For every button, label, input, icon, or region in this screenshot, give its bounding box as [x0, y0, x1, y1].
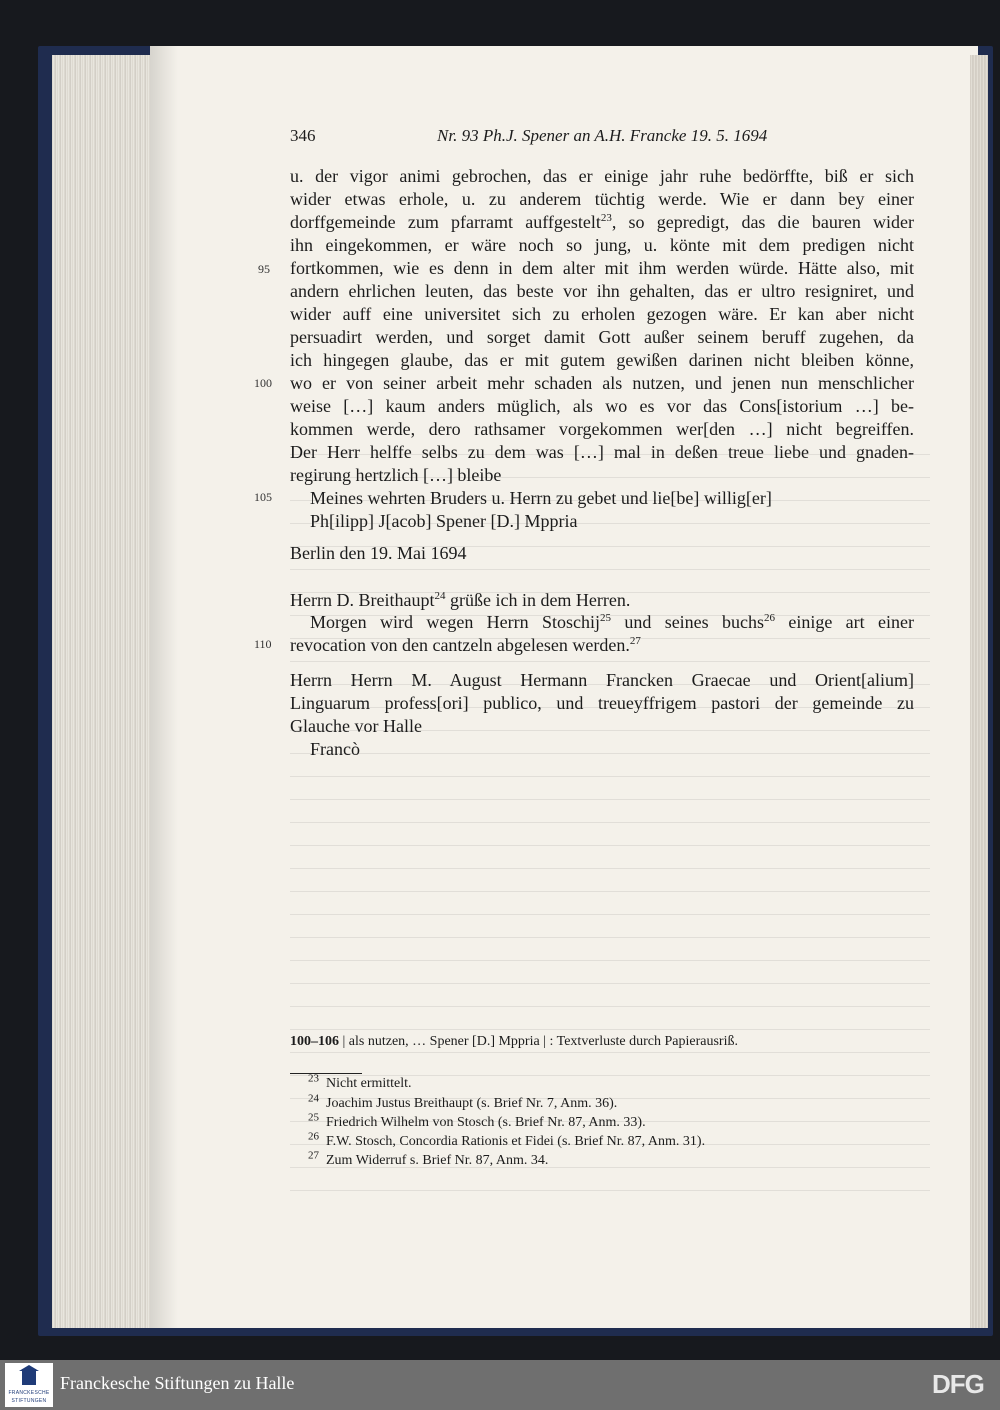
page-number: 346	[290, 126, 316, 145]
viewer-footer	[0, 1360, 1000, 1410]
body-line: Der Herr helffe selbs zu dem was […] mal in deßen treue liebe und gnaden-	[290, 442, 914, 462]
footnote-marker-25: 25	[600, 612, 611, 624]
body-line: wider auff eine universitet sich zu erholen gezogen wäre. Er kan aber nicht	[290, 304, 914, 324]
footnote-marker-24: 24	[434, 590, 446, 602]
franckesche-stiftungen-logo[interactable]	[5, 1363, 53, 1407]
address-line-4: Francò	[310, 739, 360, 759]
logo-text-line2: STIFTUNGEN	[11, 1398, 47, 1404]
footnote-marker-27: 27	[629, 635, 641, 647]
critical-apparatus	[290, 1034, 738, 1050]
line-number-95: 95	[258, 262, 270, 276]
body-line: persuadirt werden, und sorget damit Gott außer seinem beruff zugehen, da	[290, 327, 914, 347]
body-line: ich hingegen glaube, das er mit gutem gewißen darinen nicht bleiben könne,	[290, 350, 914, 370]
logo-text-line1: FRANCKESCHE	[8, 1390, 50, 1396]
footnote-27: $^{27}$ Zum Widerruf s. Brief Nr. 87, Anm. 34.	[308, 1149, 549, 1168]
body-line: weise […] kaum anders müglich, als wo es vor das Cons[istorium …] be-	[290, 396, 914, 416]
body-line: u. der vigor animi gebrochen, das er einige jahr ruhe bedörffte, biß er sich	[290, 166, 914, 186]
body-line: ihn eingekommen, er wäre noch so jung, u. könte mit dem predigen nicht	[290, 235, 914, 255]
line-number-100: 100	[254, 376, 272, 390]
signature: Ph[ilipp] J[acob] Spener [D.] Mppria	[310, 511, 578, 531]
address-line-3: Glauche vor Halle	[290, 716, 422, 736]
footnote-24: $^{24}$ Joachim Justus Breithaupt (s. Brief Nr. 7, Anm. 36).	[308, 1092, 618, 1111]
running-head: Nr. 93 Ph.J. Spener an A.H. Francke 19. 5. 1694	[437, 126, 768, 145]
page-edges	[52, 55, 152, 1328]
gutter-shadow	[150, 46, 178, 1328]
footnote-23: $^{23}$ Nicht ermittelt.	[308, 1072, 412, 1091]
body-line: regirung hertzlich […] bleibe	[290, 465, 502, 485]
logo-building-icon	[22, 1369, 36, 1385]
closing-formula: Meines wehrten Bruders u. Herrn zu gebet und lie[be] willig[er]	[310, 488, 772, 508]
line-number-105: 105	[254, 490, 272, 504]
dateline: Berlin den 19. Mai 1694	[290, 543, 467, 563]
footnote-marker-26: 26	[764, 612, 776, 624]
institution-name[interactable]: Franckesche Stiftungen zu Halle	[60, 1373, 295, 1393]
postscript-revocation-line2: revocation von den cantzeln abgelesen werden.$^{27}$	[290, 635, 641, 655]
apparatus-line-ref: 100–106	[290, 1034, 339, 1049]
dfg-logo[interactable]: DFG	[932, 1369, 984, 1399]
body-line: kommen werde, dero rathsamer vorgekommen wer[den …] nicht begreiffen.	[290, 419, 914, 439]
postscript-revocation-line1: Morgen wird wegen Herrn Stoschij$^{25}$ und seines buchs$^{26}$ einige art einer	[310, 612, 914, 632]
line-number-110: 110	[254, 637, 272, 651]
apparatus-text: | als nutzen, … Spener [D.] Mppria | : Textverluste durch Papierausriß.	[339, 1034, 738, 1049]
body-line: wo er von seiner arbeit mehr schaden als nutzen, und jenen nun menschlicher	[290, 373, 914, 393]
postscript-greeting: Herrn D. Breithaupt$^{24}$ grüße ich in dem Herren.	[290, 590, 631, 610]
body-line: wider etwas erhole, u. zu anderem tüchtig werde. Wie er dann bey einer	[290, 189, 914, 209]
address-line-1: Herrn Herrn M. August Hermann Francken Graecae und Orient[alium]	[290, 670, 914, 690]
body-line: dorffgemeinde zum pfarramt auffgestelt$^{23}$, so gepredigt, das die bauren wider	[290, 212, 915, 232]
right-page-edge	[970, 55, 988, 1328]
footnote-marker-23: 23	[600, 212, 612, 224]
body-line: fortkommen, wie es denn in dem alter mit ihm werden würde. Hätte also, mit	[290, 258, 914, 278]
footnote-26: $^{26}$ F.W. Stosch, Concordia Rationis et Fidei (s. Brief Nr. 87, Anm. 31).	[308, 1130, 706, 1149]
footnote-25: $^{25}$ Friedrich Wilhelm von Stosch (s. Brief Nr. 87, Anm. 33).	[308, 1111, 646, 1130]
address-line-2: Linguarum profess[ori] publico, und treueyffrigem pastori der gemeinde zu	[290, 693, 914, 713]
footnote-rule	[290, 1073, 362, 1074]
body-line: andern ehrlichen leuten, das beste vor ihn gehalten, das er ultro resigniret, und	[290, 281, 914, 301]
